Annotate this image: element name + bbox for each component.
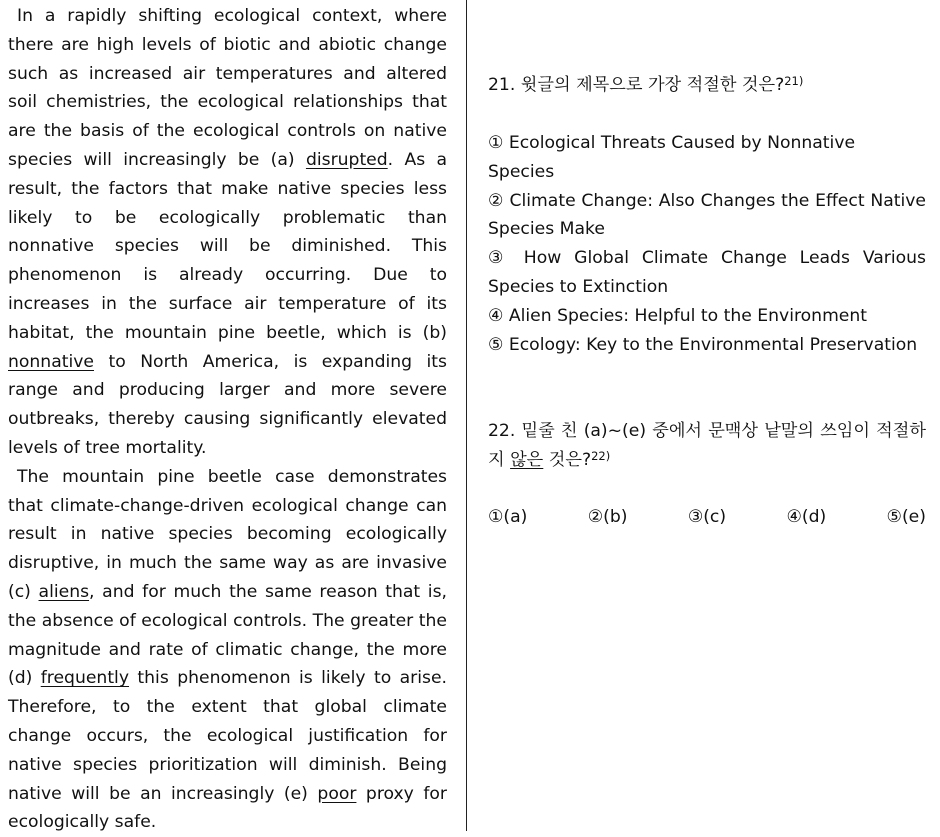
column-divider: [466, 0, 467, 831]
option-4[interactable]: ④ Alien Species: Helpful to the Environment: [488, 305, 868, 326]
underlined-word-not: 않은: [510, 449, 544, 470]
passage-text: In a rapidly shifting ecological context, where there are high levels of biotic and abiotic change such as increased air temperatures and altered soil chemistries, the ecological relationships that are the basis of the ecological controls on native species will increasingly be (a): [8, 6, 447, 170]
underlined-word-a: disrupted: [305, 149, 388, 170]
passage-text: to North America, is expanding its range and producing larger and more severe outbreaks, thereby causing significantly elevated levels of tree mortality.: [8, 351, 447, 458]
reading-passage: [8, 2, 447, 837]
option-3[interactable]: ③ How Global Climate Change Leads Various Species to Extinction: [488, 248, 926, 297]
passage-text: , and for much the same reason that is, the absence of ecological controls. The greater the magnitude and rate of climatic change, the more (d): [8, 581, 448, 689]
footnote-ref: 22): [591, 448, 611, 463]
option-1[interactable]: ① Ecological Threats Caused by Nonnative Species: [488, 133, 856, 182]
answer-3[interactable]: ③(c): [687, 507, 727, 527]
question-21-options: [488, 129, 926, 359]
underlined-word-e: poor: [317, 783, 357, 804]
answer-4[interactable]: ④(d): [786, 507, 827, 527]
answer-1[interactable]: ①(a): [488, 507, 528, 527]
underlined-word-c: aliens: [38, 581, 90, 602]
option-5[interactable]: ⑤ Ecology: Key to the Environmental Preservation: [488, 334, 918, 355]
footnote-ref: 21): [784, 74, 804, 88]
passage-text: . As a result, the factors that make native species less likely to be ecologically problematic than nonnative species will be diminished. This phenomenon is already occurring. Due to increases in the surface air temperature of its habitat, the mountain pine beetle, which is (b): [8, 149, 447, 343]
passage-text: The mountain pine beetle case demonstrates that climate-change-driven ecological change can result in native species becoming ecologically disruptive, in much the same way as are invasive (c): [8, 466, 447, 602]
question-22-answers: [488, 503, 926, 532]
question-22-stem: 22. 밑줄 친 (a)~(e) 중에서 문맥상 낱말의 쓰임이 적절하지 않은 것은?$^{22)}$: [488, 421, 926, 470]
answer-5[interactable]: ⑤(e): [886, 507, 926, 527]
question-21-stem: 21. 윗글의 제목으로 가장 적절한 것은?$^{21)}$: [488, 74, 804, 95]
passage-paragraph-1: [8, 2, 447, 463]
underlined-word-d: frequently: [40, 668, 130, 689]
option-2[interactable]: ② Climate Change: Also Changes the Effect Native Species Make: [488, 190, 926, 240]
passage-paragraph-2: [8, 463, 447, 837]
passage-text: proxy for ecologically safe.: [8, 783, 447, 833]
passage-text: this phenomenon is likely to arise. Therefore, to the extent that global climate change occurs, the ecological justification for native species prioritization will diminish. Being native will be an increasingly (e): [8, 668, 447, 804]
question-22: [488, 417, 926, 475]
question-21: [488, 71, 926, 100]
underlined-word-b: nonnative: [8, 351, 94, 372]
answer-2[interactable]: ②(b): [587, 507, 628, 527]
